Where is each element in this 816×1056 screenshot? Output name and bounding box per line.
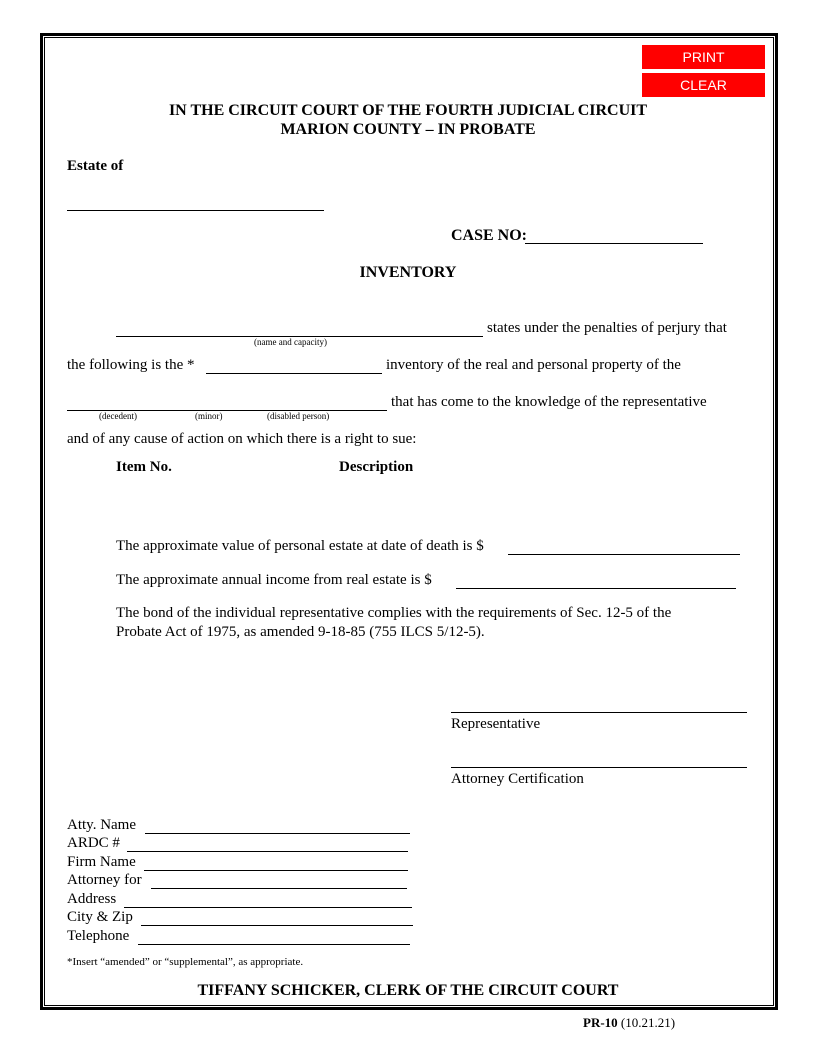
circuit-field[interactable]: FOURTH bbox=[425, 102, 494, 119]
representative-signature-line[interactable] bbox=[451, 712, 747, 713]
case-no-label: CASE NO: bbox=[451, 227, 528, 244]
form-date: (10.21.21) bbox=[620, 1015, 676, 1030]
statement-line2-end: inventory of the real and personal property of the bbox=[386, 357, 681, 373]
minor-caption: (minor) bbox=[195, 411, 223, 421]
statement-line3-end: that has come to the knowledge of the representative bbox=[391, 394, 707, 410]
court-header-text-end: JUDICIAL CIRCUIT bbox=[493, 102, 648, 119]
name-capacity-caption: (name and capacity) bbox=[254, 337, 327, 347]
print-button[interactable]: PRINT bbox=[642, 45, 765, 69]
attorney-cert-label: Attorney Certification bbox=[451, 771, 584, 787]
city-zip-field[interactable] bbox=[141, 925, 413, 926]
annual-income-label: The approximate annual income from real estate is $ bbox=[116, 572, 432, 588]
estate-name-field[interactable] bbox=[67, 210, 324, 211]
court-header-text: IN THE CIRCUIT COURT OF THE bbox=[168, 102, 426, 119]
city-zip-label: City & Zip bbox=[67, 909, 133, 925]
form-id bbox=[583, 1015, 675, 1031]
item-no-header: Item No. bbox=[116, 459, 172, 475]
attorney-for-field[interactable] bbox=[151, 888, 407, 889]
atty-name-label: Atty. Name bbox=[67, 817, 137, 833]
clear-button[interactable]: CLEAR bbox=[642, 73, 765, 97]
annual-income-field[interactable] bbox=[456, 588, 736, 589]
clerk-name: TIFFANY SCHICKER, CLERK OF THE CIRCUIT COURT bbox=[197, 982, 619, 999]
form-number: PR-10 bbox=[583, 1015, 618, 1030]
address-field[interactable] bbox=[124, 907, 412, 908]
representative-label: Representative bbox=[451, 716, 541, 732]
attorney-cert-signature-line[interactable] bbox=[451, 767, 747, 768]
court-header-line1 bbox=[0, 102, 816, 120]
inventory-type-field[interactable] bbox=[206, 373, 382, 374]
form-title: INVENTORY bbox=[359, 264, 457, 281]
attorney-for-label: Attorney for bbox=[67, 872, 142, 888]
bond-text-line2: Probate Act of 1975, as amended 9-18-85 (755 ILCS 5/12-5). bbox=[116, 624, 485, 640]
description-header: Description bbox=[339, 459, 414, 475]
court-header-line2: MARION COUNTY – IN PROBATE bbox=[280, 121, 536, 138]
inventory-items-area[interactable] bbox=[116, 482, 746, 530]
telephone-label: Telephone bbox=[67, 928, 130, 944]
statement-line2-start: the following is the * bbox=[67, 357, 195, 373]
decedent-caption: (decedent) bbox=[99, 411, 137, 421]
ardc-label: ARDC # bbox=[67, 835, 120, 851]
atty-name-field[interactable] bbox=[145, 833, 410, 834]
statement-line1: states under the penalties of perjury that bbox=[487, 320, 727, 336]
personal-estate-label: The approximate value of personal estate at date of death is $ bbox=[116, 538, 484, 554]
firm-name-label: Firm Name bbox=[67, 854, 136, 870]
case-no-field[interactable] bbox=[525, 243, 703, 244]
disabled-caption: (disabled person) bbox=[267, 411, 330, 421]
bond-text-line1: The bond of the individual representative complies with the requirements of Sec. 12-5 of the bbox=[116, 605, 672, 621]
estate-label: Estate of bbox=[67, 158, 124, 174]
personal-estate-field[interactable] bbox=[508, 554, 740, 555]
ardc-field[interactable] bbox=[127, 851, 408, 852]
footnote: *Insert “amended” or “supplemental”, as appropriate. bbox=[67, 956, 304, 968]
statement-line4: and of any cause of action on which there is a right to sue: bbox=[67, 431, 417, 447]
firm-name-field[interactable] bbox=[144, 870, 408, 871]
address-label: Address bbox=[67, 891, 117, 907]
telephone-field[interactable] bbox=[138, 944, 410, 945]
